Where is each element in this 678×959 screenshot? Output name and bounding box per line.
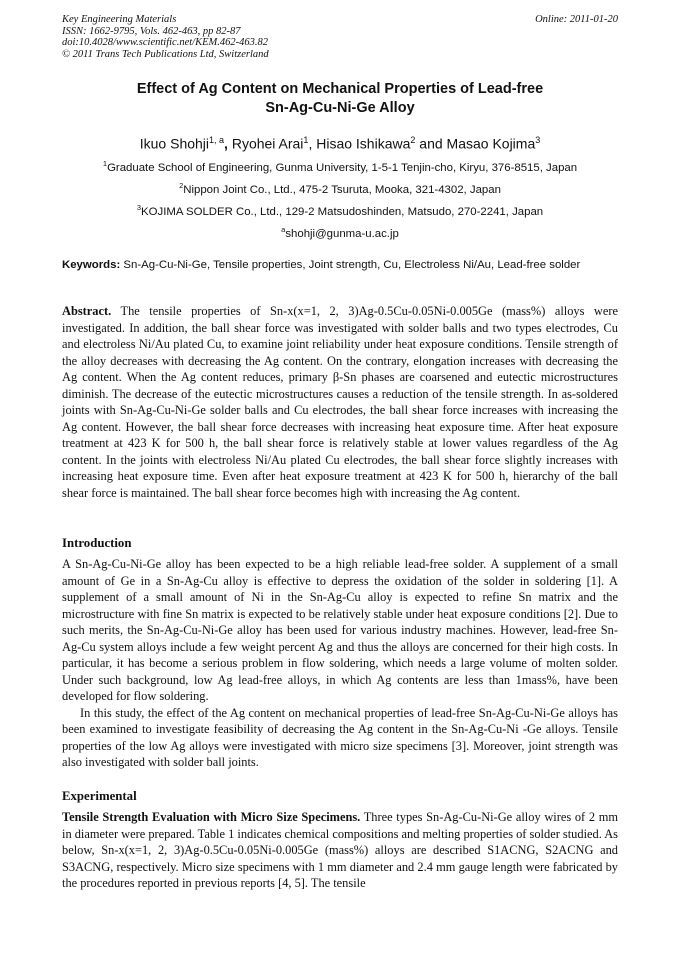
abstract-block — [62, 303, 618, 501]
keywords-label: Keywords: — [62, 259, 121, 271]
affiliation-sup: 2 — [179, 181, 184, 190]
introduction-body — [62, 556, 618, 771]
keywords-block — [62, 258, 618, 272]
affiliation-2 — [62, 179, 618, 197]
author-sup: 3 — [535, 135, 541, 145]
experimental-text: Three types Sn-Ag-Cu-Ni-Ge alloy wires of 2 mm in diameter were prepared. Table 1 indicates chemical compositions and melting properties of solder studied. As below, Sn-x(x=1, 2, 3)Ag-0.5Cu-0.05Ni-0.005Ge (mass%) alloys are described S1ACNG, S2ACNG and S3ACNG, respectively. Micro size specimens with 1 mm diameter and 2.4 mm gauge length were fabricated by the procedures reported in previous reports [4, 5]. The tensile — [62, 810, 619, 890]
journal-header — [62, 14, 618, 60]
experimental-subheading: Tensile Strength Evaluation with Micro Size Specimens. — [62, 810, 361, 824]
affiliation-1 — [62, 157, 618, 175]
author-separator: , — [224, 135, 232, 152]
affiliation-sup: a — [281, 225, 286, 234]
affiliation-3 — [62, 201, 618, 219]
abstract-text: The tensile properties of Sn-x(x=1, 2, 3)Ag-0.5Cu-0.05Ni-0.005Ge (mass%) alloys were investigated. In addition, the ball shear force was investigated with solder balls and two types electrodes, Cu and electroless Ni/Au plated Cu, to examine joint reliability under heat exposure conditions. Tensile strength of the alloy decreases with decreasing the Ag content. On the contrary, elongation increases with decreasing the Ag content. When the Ag content reduces, primary β-Sn phases are coarsened and eutectic microstructures diminish. The decrease of the eutectic microstructures causes a reduction of the tensile strength. In as-soldered joints with Sn-Ag-Cu-Ni-Ge solder balls and Cu electrodes, the ball shear force increases with increasing the Ag content. However, the ball shear force decreases with increasing heat exposure time. After heat exposure treatment at 423 K for 500 h, the ball shear force is relatively stable at lower values regardless of the Ag content. In the joints with electroless Ni/Au plated Cu electrodes, the ball shear force slightly increases with increasing heat exposure time. Even after heat exposure treatment at 423 K for 500 h, hierarchy of the ball shear force is maintained. The ball shear force becomes high with increasing the Ag content. — [62, 304, 619, 500]
introduction-heading: Introduction — [62, 536, 132, 550]
title-line-1: Effect of Ag Content on Mechanical Properties of Lead-free — [136, 81, 544, 97]
author-separator: , — [308, 135, 317, 152]
author-list — [62, 130, 618, 154]
affiliation-text: Nippon Joint Co., Ltd., 475-2 Tsuruta, Mooka, 321-4302, Japan — [183, 183, 501, 196]
author-name: Masao Kojima — [446, 135, 536, 152]
copyright-line: © 2011 Trans Tech Publications Ltd, Switzerland — [62, 48, 269, 60]
keywords-text: Sn-Ag-Cu-Ni-Ge, Tensile properties, Joint strength, Cu, Electroless Ni/Au, Lead-free solder — [123, 259, 581, 271]
author-email — [62, 223, 618, 241]
abstract-label: Abstract. — [62, 304, 112, 318]
doi-line: doi:10.4028/www.scientific.net/KEM.462-463.82 — [62, 37, 268, 49]
introduction-paragraph-2: In this study, the effect of the Ag content on mechanical properties of lead-free Sn-Ag-Cu-Ni-Ge alloys has been examined to investigate feasibility of decreasing the Ag content in the Sn-Ag-Cu-Ni -Ge alloys. Tensile properties of the low Ag alloys were investigated with micro size specimens [3]. Moreover, joint strength was also investigated with solder ball joints. — [62, 705, 618, 769]
experimental-body — [62, 809, 618, 892]
author-separator: and — [415, 135, 447, 152]
introduction-paragraph-1: A Sn-Ag-Cu-Ni-Ge alloy has been expected to be a high reliable lead-free solder. A supplement of a small amount of Ge in a Sn-Ag-Cu alloy is effective to depress the oxidation of the solder in soldering [1]. A supplement of a small amount of Ni in the Sn-Ag-Cu alloy is expected to refine Sn matrix and the microstructure with fine Sn matrix is expected to be relatively stable under heat exposure conditions [2]. Due to such merits, the Sn-Ag-Cu-Ni-Ge alloy has been used for various industry machines. However, lead-free Sn-Ag-Cu system alloys include a few weight percent Ag and thus the alloys are concerned for their high costs. In particular, it has become a serious problem in flow soldering, which needs a large volume of molten solder. Under such background, low Ag lead-free alloys, in which Ag contents are less than 1mass%, have been developed for flow soldering. — [62, 557, 618, 703]
author-name: Ryohei Arai — [231, 135, 304, 152]
author-name: Ikuo Shohji — [139, 135, 210, 152]
email-text: shohji@gunma-u.ac.jp — [285, 227, 399, 240]
affiliation-sup: 1 — [102, 159, 108, 168]
author-name: Hisao Ishikawa — [316, 135, 411, 152]
affiliation-sup: 3 — [136, 203, 142, 212]
experimental-heading: Experimental — [62, 789, 137, 803]
author-sup: 1, a — [209, 135, 225, 145]
affiliation-text: Graduate School of Engineering, Gunma University, 1-5-1 Tenjin-cho, Kiryu, 376-8515, Japan — [107, 161, 578, 174]
online-date: Online: 2011-01-20 — [535, 14, 618, 25]
journal-name: Key Engineering Materials — [62, 14, 177, 25]
title-line-2: Sn-Ag-Cu-Ni-Ge Alloy — [265, 100, 415, 116]
issn-line: ISSN: 1662-9795, Vols. 462-463, pp 82-87 — [62, 25, 241, 37]
affiliation-text: KOJIMA SOLDER Co., Ltd., 129-2 Matsudoshinden, Matsudo, 270-2241, Japan — [141, 205, 544, 218]
paper-title — [62, 80, 618, 118]
author-sup: 2 — [410, 135, 416, 145]
author-sup: 1 — [303, 135, 309, 145]
